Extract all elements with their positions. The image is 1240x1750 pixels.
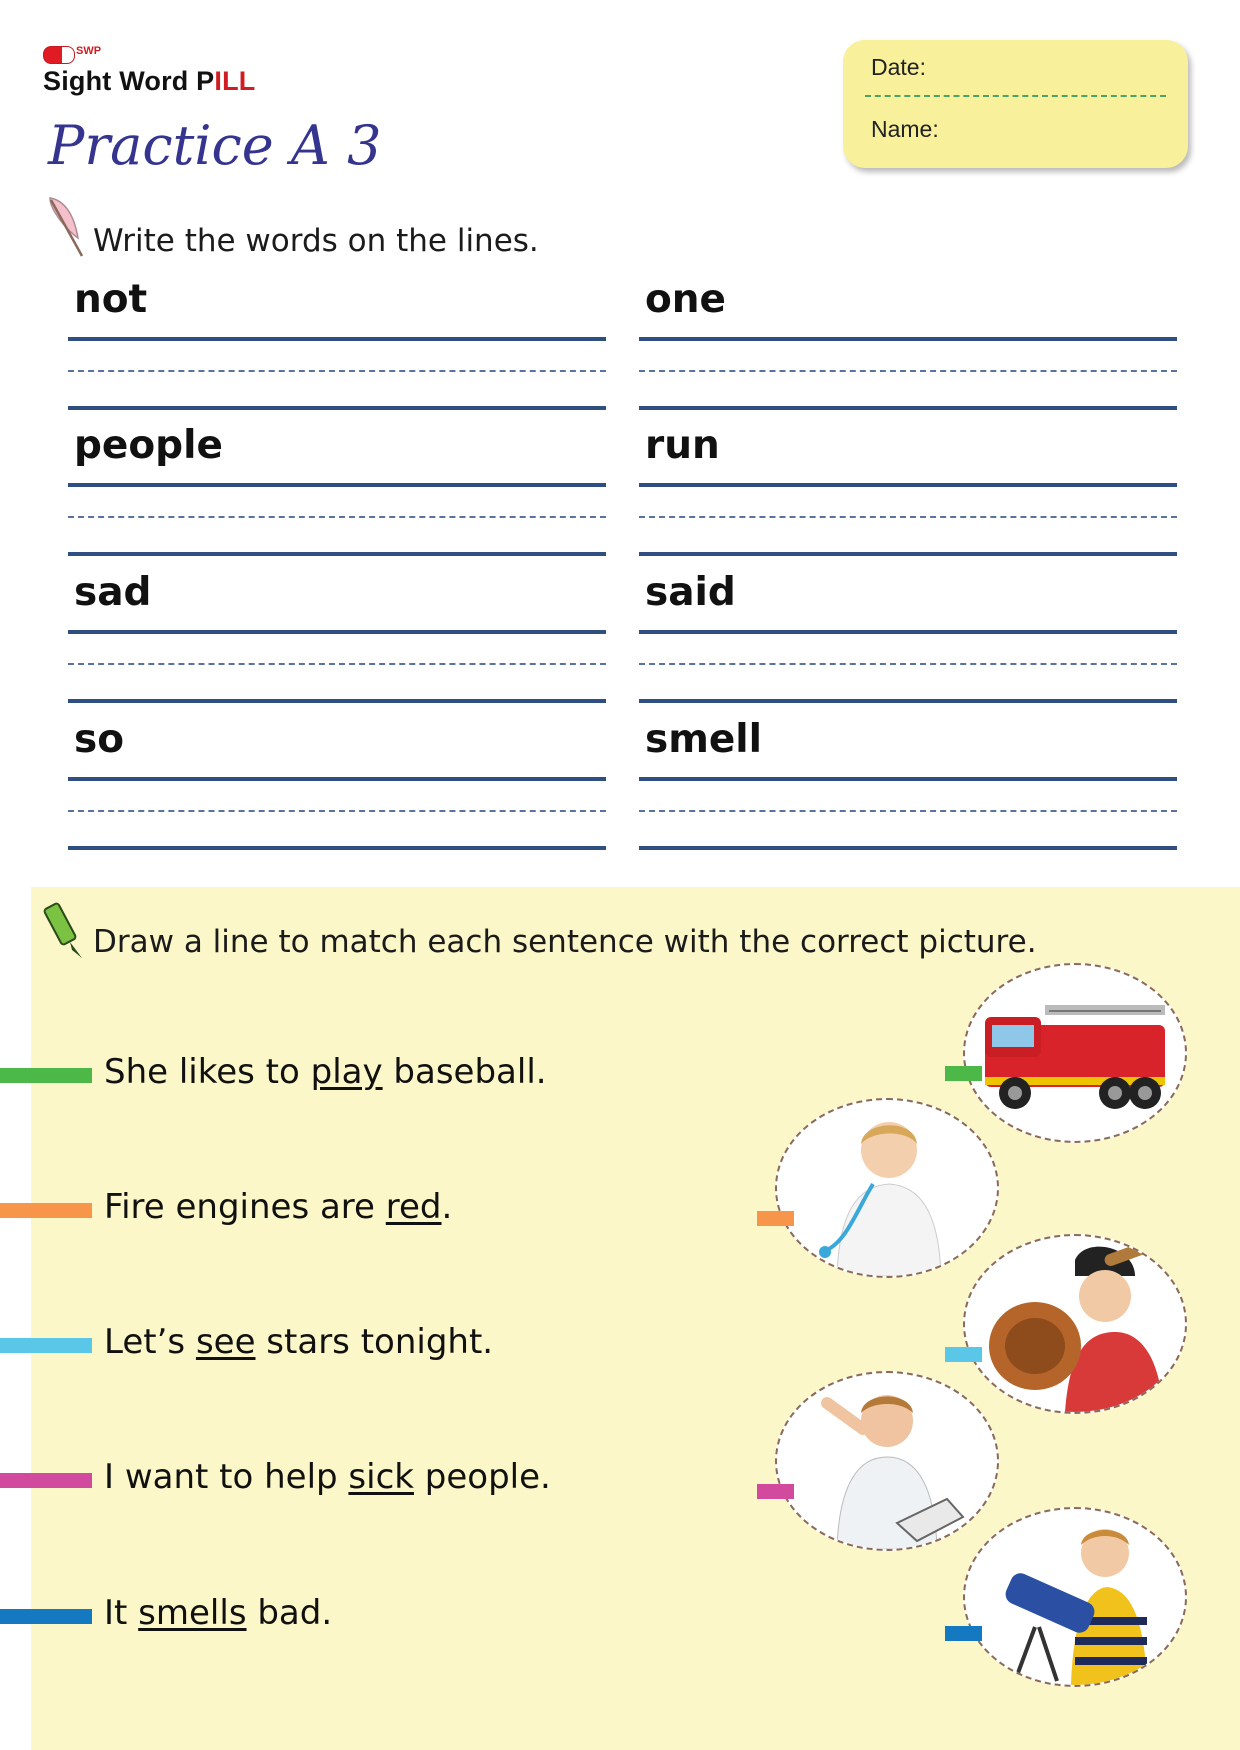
writing-bottomline[interactable] [68,699,606,703]
sentence-match-marker[interactable] [0,1068,92,1083]
telescope-boy-picture[interactable] [963,1507,1187,1687]
feather-icon [42,194,90,260]
sentence-text-before: She likes to [104,1052,311,1092]
sentence-text-after: . [441,1187,453,1227]
writing-midline[interactable] [639,370,1177,372]
doctor-match-marker[interactable] [757,1211,794,1226]
writing-bottomline[interactable] [68,406,606,410]
matching-instruction: Draw a line to match each sentence with the correct picture. [93,924,1037,960]
brand-name [43,66,255,97]
fire-engine-match-marker[interactable] [945,1066,982,1081]
writing-baseline[interactable] [639,777,1177,781]
match-sentence [104,1187,452,1227]
writing-baseline[interactable] [68,483,606,487]
sentence-text-before: Let’s [104,1322,196,1362]
writing-instruction: Write the words on the lines. [93,223,539,259]
match-sentence [104,1593,332,1633]
sentence-match-marker[interactable] [0,1473,92,1488]
practice-word: run [645,423,720,468]
writing-bottomline[interactable] [639,406,1177,410]
telescope-boy-icon [965,1509,1185,1685]
writing-baseline[interactable] [639,483,1177,487]
baseball-girl-picture[interactable] [963,1234,1187,1414]
writing-midline[interactable] [639,663,1177,665]
sentence-text-after: people. [413,1457,551,1497]
sentence-match-marker[interactable] [0,1203,92,1218]
practice-word: said [645,570,736,615]
writing-midline[interactable] [68,370,606,372]
logo-small-text: SWP [76,45,102,57]
name-label: Name: [871,116,939,142]
sentence-text-after: bad. [246,1593,333,1633]
sentence-sight-word: see [195,1322,256,1362]
sentence-text-after: baseball. [382,1052,547,1092]
practice-word: not [74,277,148,322]
match-sentence [104,1322,493,1362]
sentence-text-before: Fire engines are [104,1187,386,1227]
practice-word: so [74,717,125,762]
page-title: Practice A 3 [48,114,382,177]
pill-logo-icon [43,46,75,64]
marker-icon [42,898,88,964]
writing-baseline[interactable] [639,630,1177,634]
sentence-sight-word: red [385,1187,442,1227]
match-sentence [104,1052,547,1092]
writing-bottomline[interactable] [68,846,606,850]
brand-prefix: Sight Word P [43,66,215,96]
writing-baseline[interactable] [68,630,606,634]
practice-word: sad [74,570,152,615]
writing-bottomline[interactable] [639,846,1177,850]
sentence-text-before: I want to help [104,1457,349,1497]
writing-midline[interactable] [639,516,1177,518]
writing-midline[interactable] [68,663,606,665]
writing-bottomline[interactable] [639,552,1177,556]
smelly-shoes-boy-icon [777,1373,997,1549]
baseball-match-marker[interactable] [945,1347,982,1362]
writing-bottomline[interactable] [68,552,606,556]
fire-engine-picture[interactable] [963,963,1187,1143]
writing-bottomline[interactable] [639,699,1177,703]
telescope-match-marker[interactable] [945,1626,982,1641]
writing-midline[interactable] [68,516,606,518]
sentence-sight-word: sick [348,1457,414,1497]
writing-baseline[interactable] [639,337,1177,341]
doctor-child-icon [777,1100,997,1276]
practice-word: one [645,277,727,322]
writing-baseline[interactable] [68,777,606,781]
writing-midline[interactable] [639,810,1177,812]
writing-midline[interactable] [68,810,606,812]
writing-baseline[interactable] [68,337,606,341]
fire-engine-icon [965,965,1185,1141]
sentence-sight-word: play [310,1052,383,1092]
smelly-shoes-picture[interactable] [775,1371,999,1551]
practice-word: people [74,423,223,468]
match-sentence [104,1457,551,1497]
sentence-sight-word: smells [138,1593,247,1633]
brand-suffix: ILL [214,66,256,96]
sentence-match-marker[interactable] [0,1338,92,1353]
child-doctor-picture[interactable] [775,1098,999,1278]
sentence-text-after: stars tonight. [255,1322,494,1362]
smelly-shoes-match-marker[interactable] [757,1484,794,1499]
date-label: Date: [871,54,926,80]
sentence-match-marker[interactable] [0,1609,92,1624]
sentence-text-before: It [104,1593,139,1633]
baseball-girl-icon [965,1236,1185,1412]
practice-word: smell [645,717,763,762]
date-separator [865,95,1166,97]
date-name-box [843,40,1188,168]
